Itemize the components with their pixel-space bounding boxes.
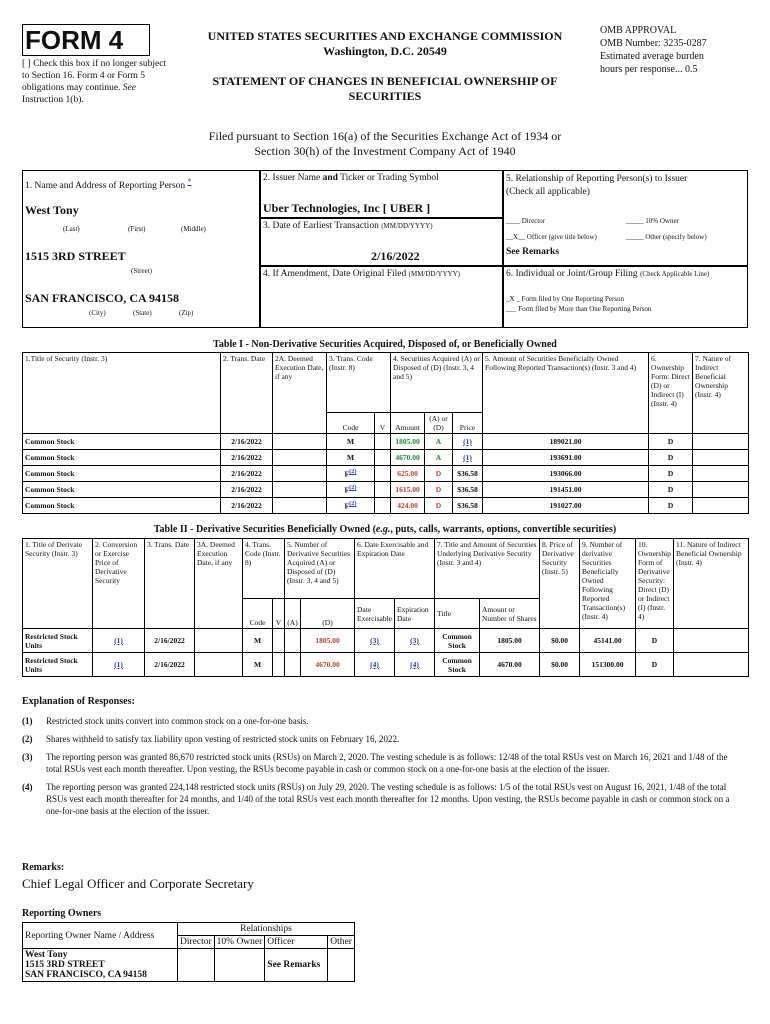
- t1-h-code: 3. Trans. Code (Instr. 8): [327, 353, 391, 413]
- t2-v: [273, 629, 285, 653]
- t2-nature: [674, 653, 749, 677]
- t1-nature: [693, 466, 749, 482]
- t1-aord-value: D: [435, 485, 442, 494]
- explanation-text: Restricted stock units convert into common stock on a one-for-one basis.: [46, 716, 309, 726]
- officer-check[interactable]: __X__ Officer (give title below): [506, 233, 597, 241]
- t1-h-owned: 5. Amount of Securities Beneficially Owned Following Reported Transaction(s) (Instr. 3 and 4): [483, 353, 649, 434]
- director-check[interactable]: ____ Director: [506, 217, 546, 225]
- t2-sub-v: V: [273, 599, 285, 629]
- t1-form: D: [649, 498, 693, 514]
- t1-h-nature: 7. Nature of Indirect Beneficial Ownership (Instr. 4): [693, 353, 749, 434]
- t2-code: M: [243, 653, 273, 677]
- table2-derivative: [22, 538, 749, 677]
- t2-form: D: [636, 629, 674, 653]
- explanation-item: [22, 751, 742, 775]
- omb-approval: OMB APPROVAL OMB Number: 3235-0287 Estimated average burden hours per response... 0.5: [600, 25, 707, 75]
- t1-price: $36.58: [453, 466, 483, 482]
- ro-officer-value: See Remarks: [265, 949, 328, 982]
- explanation-number: (4): [22, 782, 33, 792]
- t2-deemed: [195, 629, 243, 653]
- explanation-number: (3): [22, 752, 33, 762]
- t1-amount-value: 1615.00: [395, 485, 420, 494]
- t1-amount: [391, 466, 425, 482]
- t1-code: $F^{(2)}$: [327, 498, 375, 514]
- earliest-transaction-date: 2/16/2022: [371, 249, 420, 263]
- form-title: FORM 4: [25, 25, 124, 55]
- t2-h-exercisable: 6. Date Exercisable and Expiration Date: [355, 539, 435, 599]
- t1-v: [375, 498, 391, 514]
- t2-date: 2/16/2022: [145, 629, 195, 653]
- t2-price: $0.00: [540, 629, 580, 653]
- t1-v: [375, 434, 391, 450]
- explanation-item: [22, 715, 742, 727]
- t1-deemed: [273, 466, 327, 482]
- t1-price: [453, 450, 483, 466]
- t1-aord: [425, 434, 453, 450]
- t1-deemed: [273, 434, 327, 450]
- t2-h-title: 1. Title of Derivate Security (Instr. 3): [23, 539, 93, 629]
- t1-code: M: [327, 434, 375, 450]
- t2-und-amount: 4670.00: [480, 653, 540, 677]
- form-title-box: [22, 24, 150, 56]
- t1-nature: [693, 498, 749, 514]
- t2-und-amount: 1805.00: [480, 629, 540, 653]
- t1-form: D: [649, 434, 693, 450]
- filed-by-more[interactable]: ___ Form filed by More than One Reporting Person: [506, 305, 652, 313]
- t1-sub-aord: (A) or (D): [425, 413, 453, 434]
- t2-conversion-footnote-link[interactable]: (1): [114, 636, 123, 645]
- t2-exer-footnote-link[interactable]: (3): [370, 636, 379, 645]
- t1-amount-value: 1805.00: [395, 437, 420, 446]
- t1-amount: [391, 450, 425, 466]
- t2-a: [285, 629, 301, 653]
- explanation-text: The reporting person was granted 86,670 restricted stock units (RSUs) on March 2, 2020. The vesting schedule is as follows: 12/48 of the total RSUs vest on March 16, 2021 and 1/48 of the total RSUs vest each month thereafter. Upon vesting, the RSUs become payable in cash or common stock on a one-for-one basis at the election of the issuer.: [46, 752, 728, 774]
- explanation-section: [22, 696, 742, 823]
- t2-conversion: [93, 629, 145, 653]
- t1-aord-value: D: [435, 501, 442, 510]
- t1-v: [375, 466, 391, 482]
- city-label: (City): [89, 309, 106, 317]
- t1-h-date: 2. Trans. Date: [221, 353, 273, 434]
- t2-v: [273, 653, 285, 677]
- t1-date: 2/16/2022: [221, 482, 273, 498]
- t2-und-title: Common Stock: [435, 629, 480, 653]
- t1-aord-value: D: [435, 469, 442, 478]
- t2-h-code: 4. Trans. Code (Instr. 8): [243, 539, 285, 599]
- ro-h-name: Reporting Owner Name / Address: [23, 923, 178, 949]
- t1-owned: 193066.00: [483, 466, 649, 482]
- t1-price-footnote-link[interactable]: (1): [463, 437, 472, 446]
- table1-row: [23, 434, 749, 450]
- t2-h-nature: 11. Nature of Indirect Beneficial Ownership (Instr. 4): [674, 539, 749, 629]
- section16-check-note: [ ] Check this box if no longer subject to Section 16. Form 4 or Form 5 obligations may continue. See Instruction 1(b).: [22, 59, 167, 105]
- t2-h-date: 3. Trans. Date: [145, 539, 195, 629]
- t1-h-title: 1.Title of Security (Instr. 3): [23, 353, 221, 434]
- reporting-owners-table: [22, 922, 355, 982]
- owners-heading: Reporting Owners: [22, 908, 102, 919]
- table1-title: Table I - Non-Derivative Securities Acquired, Disposed of, or Beneficially Owned: [213, 339, 557, 350]
- filed-pursuant: Filed pursuant to Section 16(a) of the Securities Exchange Act of 1934 or Section 30(h) of the Investment Company Act of 1940: [208, 129, 562, 158]
- table1-non-derivative: [22, 352, 749, 514]
- ro-owner-address: West Tony 1515 3RD STREET SAN FRANCISCO, CA 94158: [23, 949, 178, 982]
- state-label: (State): [133, 309, 152, 317]
- t1-date: 2/16/2022: [221, 498, 273, 514]
- t2-a: [285, 653, 301, 677]
- t2-h-owned: 9. Number of derivative Securities Beneficially Owned Following Reported Transaction(s) (Instr. 4): [580, 539, 636, 629]
- t2-h-form: 10. Ownership Form of Derivative Security: Direct (D) or Indirect (I) (Instr. 4): [636, 539, 674, 629]
- t1-v: [375, 482, 391, 498]
- t2-deemed: [195, 653, 243, 677]
- explanation-heading: Explanation of Responses:: [22, 696, 135, 707]
- t2-h-underlying: 7. Title and Amount of Securities Underlying Derivative Security (Instr. 3 and 4): [435, 539, 540, 599]
- t2-d-value: 1805.00: [315, 636, 340, 645]
- street-label: (Street): [131, 267, 152, 275]
- t1-price: $36.58: [453, 498, 483, 514]
- t2-sub-a: (A): [285, 599, 301, 629]
- t2-exp: [395, 629, 435, 653]
- t1-nature: [693, 482, 749, 498]
- middle-label: (Middle): [181, 225, 206, 233]
- t2-form: D: [636, 653, 674, 677]
- t2-d: [301, 653, 355, 677]
- t1-nature: [693, 434, 749, 450]
- city-value: SAN FRANCISCO, CA 94158: [25, 291, 180, 305]
- box3-earliest-transaction: 3. Date of Earliest Transaction (MM/DD/YYYY) 2/16/2022: [260, 218, 503, 266]
- table1-row: [23, 498, 749, 514]
- t2-sub-amount: Amount or Number of Shares: [480, 599, 540, 629]
- t1-deemed: [273, 450, 327, 466]
- explanation-text: The reporting person was granted 224,148 restricted stock units (RSUs) on July 29, 2020. The vesting schedule is as follows: 1/5 of the total RSUs vest on August 16, 2021, 1/48 of the total RSUs vest each month thereafter for 24 months, and 1/40 of the total RSUs vest each month thereafter for 12 months. Upon vesting, the RSUs become payable in cash or common stock on a one-for-one basis at the election of the issuer.: [46, 782, 730, 816]
- t1-date: 2/16/2022: [221, 450, 273, 466]
- t2-exer-footnote-link[interactable]: (4): [370, 660, 379, 669]
- issuer-name: Uber Technologies, Inc [ UBER ]: [263, 201, 431, 215]
- t1-code-footnote-link[interactable]: (2): [349, 468, 357, 476]
- t2-exer: [355, 653, 395, 677]
- t1-title: Common Stock: [23, 482, 221, 498]
- table2-row: [23, 653, 749, 677]
- t1-h-deemed: 2A. Deemed Execution Date, if any: [273, 353, 327, 434]
- t1-aord-value: A: [435, 453, 442, 462]
- t1-date: 2/16/2022: [221, 466, 273, 482]
- ro-h-ten: 10% Owner: [214, 936, 265, 949]
- t2-code: M: [243, 629, 273, 653]
- t1-deemed: [273, 482, 327, 498]
- t1-price: $36.58: [453, 482, 483, 498]
- t2-sub-exp: Expiration Date: [395, 599, 435, 629]
- t1-sub-v: V: [375, 413, 391, 434]
- t1-h-securities: 4. Securities Acquired (A) or Disposed of (D) (Instr. 3, 4 and 5): [391, 353, 483, 413]
- t1-aord: [425, 466, 453, 482]
- t1-aord-value: A: [435, 437, 442, 446]
- other-check[interactable]: _____ Other (specify below): [626, 233, 707, 241]
- t1-price-footnote-link[interactable]: (1): [463, 453, 472, 462]
- table2-row: [23, 629, 749, 653]
- t2-title: Restricted Stock Units: [23, 629, 93, 653]
- t1-sub-code: Code: [327, 413, 375, 434]
- t1-aord: [425, 498, 453, 514]
- t1-v: [375, 450, 391, 466]
- explanation-item: [22, 781, 742, 817]
- box1-footnote-link[interactable]: *: [187, 177, 192, 186]
- ro-h-relationships: Relationships: [178, 923, 355, 936]
- t2-sub-exer: Date Exercisable: [355, 599, 395, 629]
- t1-amount-value: 4670.00: [395, 453, 420, 462]
- t2-h-deemed: 3A. Deemed Execution Date, if any: [195, 539, 243, 629]
- t1-date: 2/16/2022: [221, 434, 273, 450]
- t2-sub-d: (D): [301, 599, 355, 629]
- ro-h-director: Director: [178, 936, 215, 949]
- t1-aord: [425, 482, 453, 498]
- ro-h-officer: Officer: [265, 936, 328, 949]
- t1-title: Common Stock: [23, 498, 221, 514]
- box4-amendment: 4. If Amendment, Date Original Filed (MM/DD/YYYY): [260, 266, 503, 328]
- statement-heading: STATEMENT OF CHANGES IN BENEFICIAL OWNERSHIP OF SECURITIES: [212, 74, 558, 103]
- t2-h-price: 8. Price of Derivative Security (Instr. 5): [540, 539, 580, 629]
- t1-title: Common Stock: [23, 450, 221, 466]
- t1-title: Common Stock: [23, 434, 221, 450]
- t2-date: 2/16/2022: [145, 653, 195, 677]
- box1-label: 1. Name and Address of Reporting Person: [25, 181, 186, 192]
- ten-pct-owner-check[interactable]: _____ 10% Owner: [626, 217, 679, 225]
- t1-aord: [425, 450, 453, 466]
- street-value: 1515 3RD STREET: [25, 249, 126, 263]
- t1-amount: [391, 498, 425, 514]
- t2-exp: [395, 653, 435, 677]
- t2-d-value: 4670.00: [315, 660, 340, 669]
- ro-h-other: Other: [328, 936, 355, 949]
- t1-code: $F^{(2)}$: [327, 482, 375, 498]
- box5-relationship: 5. Relationship of Reporting Person(s) to Issuer (Check all applicable) ____ Director _____ 10% Owner __X__ Officer (give title below) _____ Other (specify below) See Remarks: [503, 170, 748, 266]
- t1-amount-value: 424.00: [397, 501, 418, 510]
- t1-code: M: [327, 450, 375, 466]
- t2-sub-code: Code: [243, 599, 273, 629]
- zip-label: (Zip): [179, 309, 194, 317]
- t1-sub-price: Price: [453, 413, 483, 434]
- t1-nature: [693, 450, 749, 466]
- t1-owned: 191027.00: [483, 498, 649, 514]
- remarks-heading: Remarks:: [22, 862, 65, 873]
- t1-amount-value: 625.00: [397, 469, 418, 478]
- officer-title: See Remarks: [506, 247, 560, 257]
- t2-h-number: 5. Number of Derivative Securities Acquired (A) or Disposed of (D) (Instr. 3, 4 and 5): [285, 539, 355, 599]
- explanation-number: (1): [22, 716, 33, 726]
- t1-owned: 189021.00: [483, 434, 649, 450]
- t2-title: Restricted Stock Units: [23, 653, 93, 677]
- t2-d: [301, 629, 355, 653]
- last-label: (Last): [63, 225, 80, 233]
- t2-exp-footnote-link[interactable]: (4): [410, 660, 419, 669]
- filed-by-one[interactable]: _X _ Form filed by One Reporting Person: [506, 295, 625, 303]
- t1-form: D: [649, 450, 693, 466]
- t2-owned: 151300.00: [580, 653, 636, 677]
- t2-exer: [355, 629, 395, 653]
- t2-h-conversion: 2. Conversion or Exercise Price of Derivative Security: [93, 539, 145, 629]
- t1-code-footnote-link[interactable]: (2): [349, 500, 357, 508]
- t2-und-title: Common Stock: [435, 653, 480, 677]
- explanation-number: (2): [22, 734, 33, 744]
- table1-row: [23, 450, 749, 466]
- t1-price: [453, 434, 483, 450]
- t1-sub-amount: Amount: [391, 413, 425, 434]
- table2-title: Table II - Derivative Securities Beneficially Owned (e.g., puts, calls, warrants, options, convertible securities): [153, 524, 617, 535]
- t1-form: D: [649, 466, 693, 482]
- t1-amount: [391, 434, 425, 450]
- first-label: (First): [128, 225, 146, 233]
- table1-row: [23, 466, 749, 482]
- box2-issuer: 2. Issuer Name and Ticker or Trading Symbol Uber Technologies, Inc [ UBER ]: [260, 170, 503, 218]
- t1-title: Common Stock: [23, 466, 221, 482]
- t1-form: D: [649, 482, 693, 498]
- t2-exp-footnote-link[interactable]: (3): [410, 636, 419, 645]
- t1-owned: 193691.00: [483, 450, 649, 466]
- t2-price: $0.00: [540, 653, 580, 677]
- commission-heading: UNITED STATES SECURITIES AND EXCHANGE COMMISSION Washington, D.C. 20549: [207, 29, 563, 58]
- table1-row: [23, 482, 749, 498]
- explanation-text: Shares withheld to satisfy tax liability upon vesting of restricted stock units on February 16, 2022.: [46, 734, 400, 744]
- remarks-text: Chief Legal Officer and Corporate Secretary: [22, 876, 254, 891]
- t1-owned: 191451.00: [483, 482, 649, 498]
- box6-filing: 6. Individual or Joint/Group Filing (Check Applicable Line) _X _ Form filed by One Reporting Person ___ Form filed by More than One Reporting Person: [503, 266, 748, 328]
- t1-amount: [391, 482, 425, 498]
- t1-code: $F^{(2)}$: [327, 466, 375, 482]
- t2-conversion-footnote-link[interactable]: (1): [114, 660, 123, 669]
- t1-code-footnote-link[interactable]: (2): [349, 484, 357, 492]
- t2-sub-title: Title: [435, 599, 480, 629]
- t1-deemed: [273, 498, 327, 514]
- reporting-person-name: West Tony: [25, 203, 79, 217]
- t1-h-form: 6. Ownership Form: Direct (D) or Indirect (I) (Instr. 4): [649, 353, 693, 434]
- explanation-item: [22, 733, 742, 745]
- t2-conversion: [93, 653, 145, 677]
- box1-reporting-person: [22, 170, 260, 328]
- t2-owned: 45141.00: [580, 629, 636, 653]
- t2-nature: [674, 629, 749, 653]
